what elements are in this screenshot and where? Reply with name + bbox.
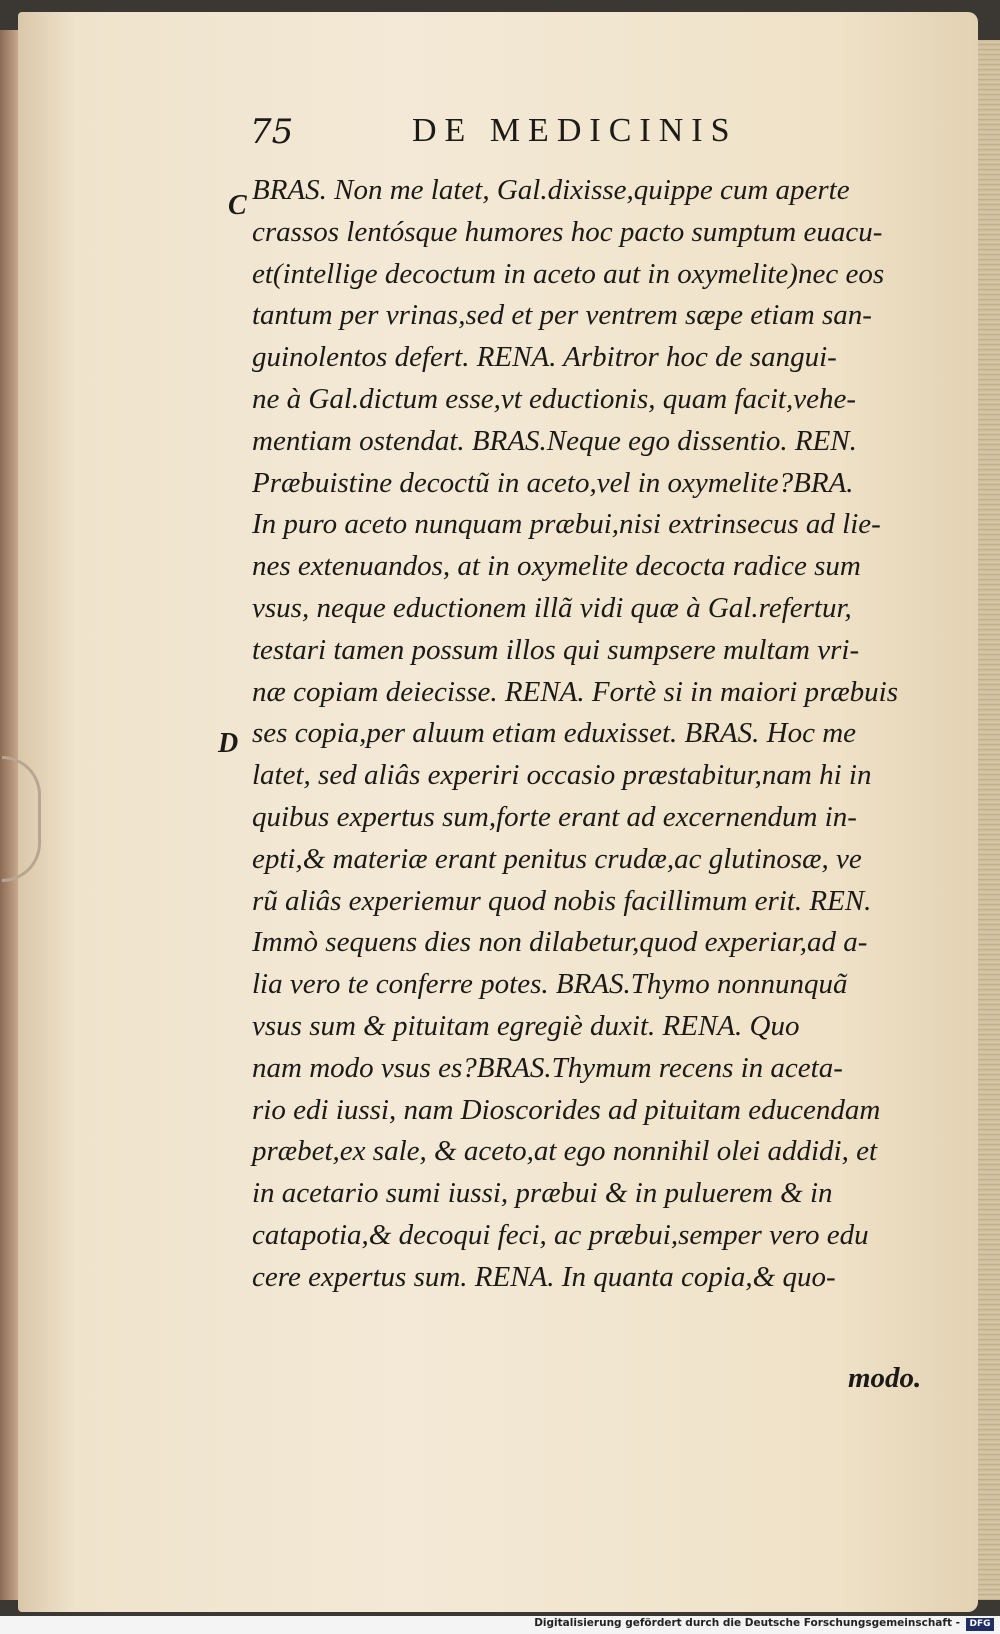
margin-letter-d: D <box>218 728 239 759</box>
text-line: nam modo vsus es?BRAS.Thymum recens in aceta- <box>252 1051 843 1084</box>
text-line: tantum per vrinas,sed et per ventrem sæpe etiam san- <box>252 299 872 332</box>
text-line: Immò sequens dies non dilabetur,quod experiar,ad a- <box>252 926 868 959</box>
text-line: latet, sed aliâs experiri occasio præstabitur,nam hi in <box>252 759 872 792</box>
text-line: mentiam ostendat. BRAS.Neque ego dissentio. REN. <box>252 424 857 457</box>
text-line: BRAS. Non me latet, Gal.dixisse,quippe cum aperte <box>252 174 850 206</box>
text-line: catapotia,& decoqui feci, ac præbui,semper vero edu <box>252 1218 869 1251</box>
text-line: næ copiam deiecisse. RENA. Fortè si in maiori præbuis <box>252 675 899 708</box>
text-line: in acetario sumi iussi, præbui & in puluerem & in <box>252 1177 833 1210</box>
text-line: testari tamen possum illos qui sumpsere multam vri- <box>252 633 860 666</box>
text-line: rio edi iussi, nam Dioscorides ad pituitam educendam <box>252 1093 881 1126</box>
text-line: guinolentos defert. RENA. Arbitror hoc de sangui- <box>252 341 837 374</box>
margin-letter-c: C <box>228 190 247 221</box>
text-line: In puro aceto nunquam præbui,nisi extrinsecus ad lie- <box>252 508 881 541</box>
text-line: quibus expertus sum,forte erant ad excernendum in- <box>252 800 857 833</box>
text-line: nes extenuandos, at in oxymelite decocta radice sum <box>252 550 861 583</box>
text-line: Præbuistine decoctũ in aceto,vel in oxymelite?BRA. <box>252 466 854 499</box>
catchword: modo. <box>848 1362 922 1394</box>
page-number: 75 <box>250 112 294 152</box>
text-line: ne à Gal.dictum esse,vt eductionis, quam facit,vehe- <box>252 382 857 415</box>
page-header <box>250 112 850 162</box>
dfg-logo-icon: DFG <box>966 1618 994 1631</box>
text-line: rũ aliâs experiemur quod nobis facillimum erit. REN. <box>252 884 872 917</box>
text-line: ses copia,per aluum etiam eduxisset. BRAS. Hoc me <box>252 717 857 750</box>
text-line: crassos lentósque humores hoc pacto sumptum euacu- <box>252 215 883 248</box>
funding-credit: Digitalisierung gefördert durch die Deutsche Forschungsgemeinschaft - <box>534 1617 960 1629</box>
text-line: lia vero te conferre potes. BRAS.Thymo nonnunquã <box>252 968 848 1001</box>
clip-mark <box>2 756 41 882</box>
page-stack-edge <box>978 40 1000 1600</box>
text-line: cere expertus sum. RENA. In quanta copia,& quo- <box>252 1260 836 1293</box>
text-line: præbet,ex sale, & aceto,at ego nonnihil olei addidi, et <box>252 1135 878 1168</box>
text-line: vsus sum & pituitam egregiè duxit. RENA. Quo <box>252 1009 800 1042</box>
running-title: DE MEDICINIS <box>412 112 738 149</box>
footer-bar <box>0 1616 1000 1634</box>
body-text <box>252 170 942 1299</box>
text-line: vsus, neque eductionem illã vidi quæ à Gal.refertur, <box>252 591 852 624</box>
text-line: epti,& materiæ erant penitus crudæ,ac glutinosæ, ve <box>252 842 862 875</box>
text-line: et(intellige decoctum in aceto aut in oxymelite)nec eos <box>252 257 885 290</box>
